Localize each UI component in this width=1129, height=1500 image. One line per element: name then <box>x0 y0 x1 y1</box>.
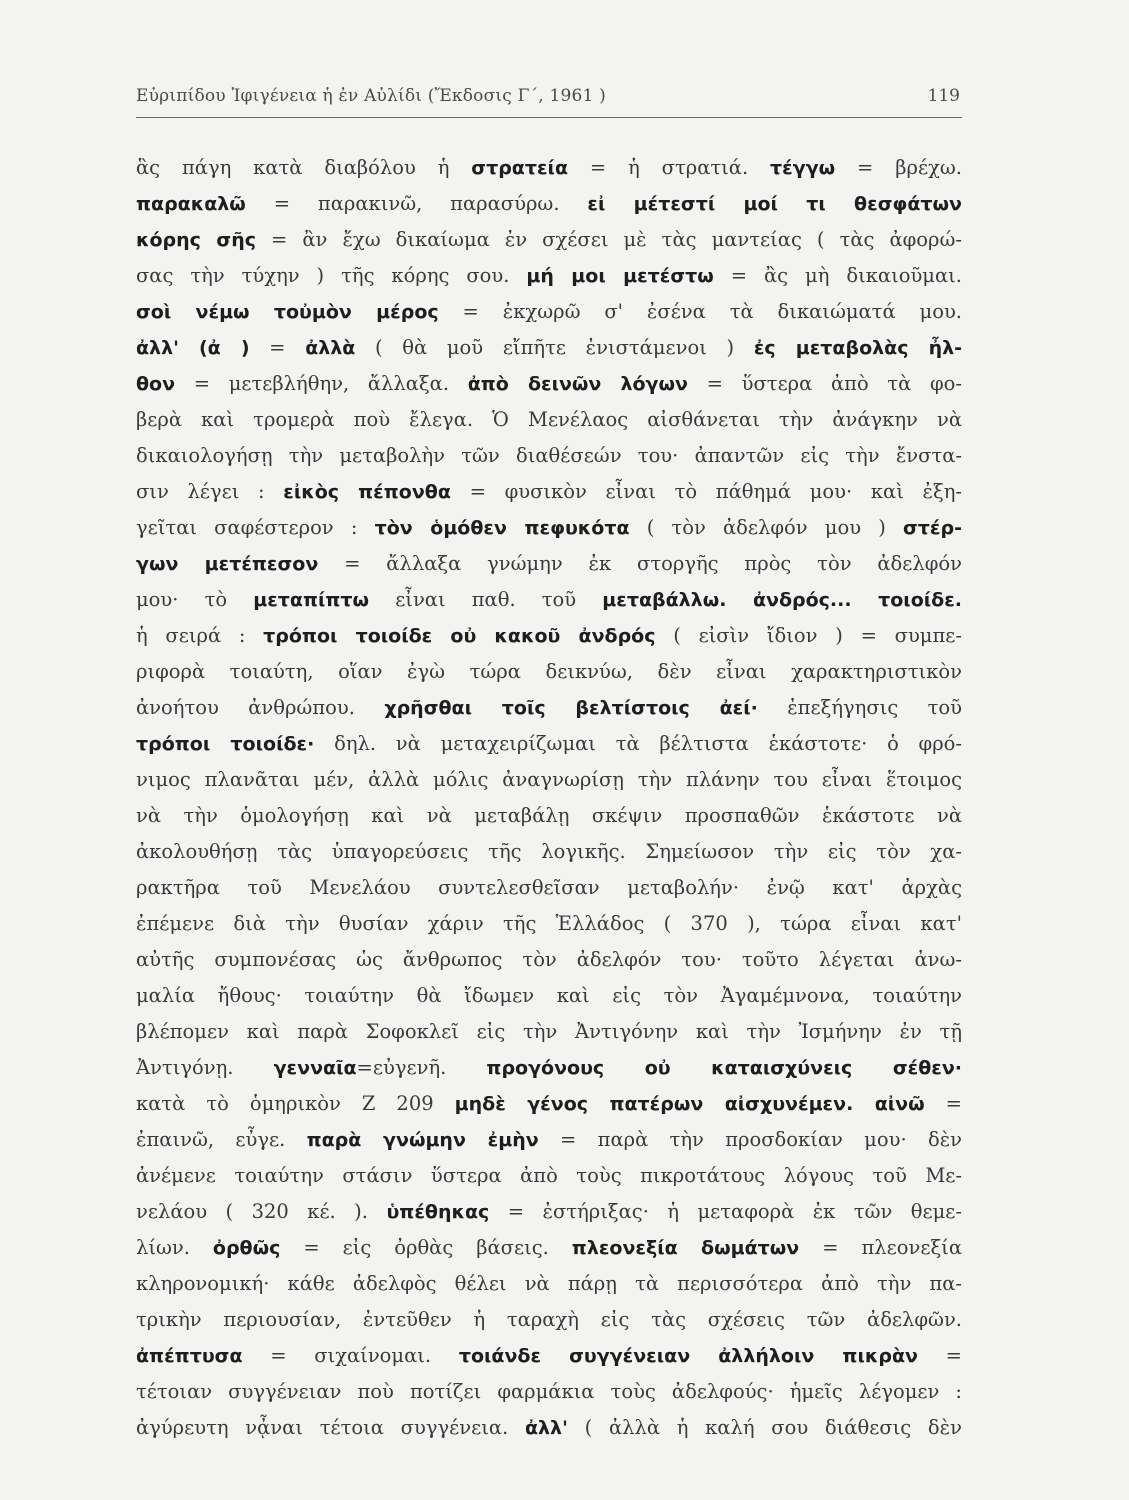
text-line <box>136 726 962 762</box>
lemma: γων μετέπεσον <box>136 553 319 575</box>
commentary: Ἀντιγόνῃ. <box>136 1056 274 1079</box>
commentary: νελάου ( 320 κέ. ). <box>136 1200 387 1223</box>
lemma: μή μοι μετέστω <box>526 265 714 287</box>
commentary: δικαιολογήσῃ τὴν μεταβολὴν τῶν διαθέσεών του· ἀπαντῶν εἰς τὴν ἔνστα- <box>136 444 962 467</box>
text-line <box>136 1122 962 1158</box>
lemma: εἰκὸς πέπονθα <box>283 481 451 503</box>
text-line <box>136 474 962 510</box>
commentary: = παρακινῶ, παρασύρω. <box>245 192 588 215</box>
lemma: εἰ μέτεστί μοί τι θεσφάτων <box>587 193 962 215</box>
commentary: = <box>249 336 306 359</box>
text-line <box>136 1050 962 1086</box>
lemma: πλεονεξία δωμάτων <box>571 1237 800 1259</box>
text-line <box>136 942 962 978</box>
commentary: = εἰς ὀρθὰς βάσεις. <box>280 1236 572 1259</box>
commentary: ἃς πάγη κατὰ διαβόλου ἡ <box>136 156 472 179</box>
page-number: 119 <box>927 86 960 106</box>
commentary: ἀκολουθήσῃ τὰς ὑπαγορεύσεις τῆς λογικῆς. Σημείωσον τὴν εἰς τὸν χα- <box>136 840 962 863</box>
lemma: ἐς μεταβολὰς ἦλ- <box>753 337 962 359</box>
lemma: ἀπέπτυσα <box>136 1345 243 1367</box>
commentary: κατὰ τὸ ὁμηρικὸν Ζ 209 <box>136 1092 455 1115</box>
commentary: ( θὰ μοῦ εἴπῆτε ἐνιστάμενοι ) <box>355 336 754 359</box>
commentary: σας τὴν τύχην ) τῆς κόρης σου. <box>136 264 527 287</box>
commentary: λίων. <box>136 1236 213 1259</box>
text-line <box>136 834 962 870</box>
lemma: θον <box>136 373 176 395</box>
text-line <box>136 906 962 942</box>
text-line <box>136 258 962 294</box>
text-line <box>136 222 962 258</box>
header-rule <box>136 117 962 118</box>
commentary: ἀγύρευτη νᾆναι τέτοια συγγένεια. <box>136 1416 525 1439</box>
commentary: = <box>924 1092 962 1115</box>
text-line <box>136 762 962 798</box>
lemma: στρατεία <box>471 157 569 179</box>
commentary: ρακτῆρα τοῦ Μενελάου συντελεσθεῖσαν μεταβολήν· ἐνῷ κατ' ἀρχὰς <box>136 876 962 899</box>
text-line <box>136 1086 962 1122</box>
commentary: ἐπεξήγησις τοῦ <box>757 696 962 719</box>
text-line <box>136 366 962 402</box>
commentary: ἐπαινῶ, εὖγε. <box>136 1128 307 1151</box>
commentary: = ἡ στρατιά. <box>568 156 771 179</box>
lemma: μηδὲ γένος πατέρων αἰσχυνέμεν. αἰνῶ <box>454 1093 925 1115</box>
commentary: μου· τὸ <box>136 588 254 611</box>
commentary: ( εἰσὶν ἴδιον ) = συμπε- <box>655 624 962 647</box>
commentary: ( ἀλλὰ ἡ καλή σου διάθεσις δὲν <box>567 1416 962 1439</box>
lemma: τοιάνδε συγγένειαν ἀλλήλοιν πικρὰν <box>458 1345 918 1367</box>
lemma: μεταπίπτω <box>253 589 370 611</box>
commentary: = ἂν ἔχω δικαίωμα ἐν σχέσει μὲ τὰς μαντείας ( τὰς ἀφορώ- <box>255 228 962 251</box>
lemma: χρῆσθαι τοῖς βελτίστοις ἀεί· <box>384 697 758 719</box>
commentary: μαλία ἤθους· τοιαύτην θὰ ἴδωμεν καὶ εἰς τὸν Ἀγαμέμνονα, τοιαύτην <box>136 984 962 1007</box>
lemma: ὑπέθηκας <box>386 1201 490 1223</box>
text-line <box>136 870 962 906</box>
lemma: παρὰ γνώμην ἐμὴν <box>306 1129 539 1151</box>
text-line <box>136 1374 962 1410</box>
page-header <box>136 86 962 114</box>
commentary: = βρέχω. <box>835 156 962 179</box>
text-line <box>136 150 962 186</box>
text-line <box>136 1230 962 1266</box>
commentary: βλέπομεν καὶ παρὰ Σοφοκλεῖ εἰς τὴν Ἀντιγόνην καὶ τὴν Ἰσμήνην ἐν τῇ <box>136 1020 962 1043</box>
lemma: μεταβάλλω. ἀνδρός... τοιοίδε. <box>602 589 962 611</box>
text-line <box>136 546 962 582</box>
text-line <box>136 294 962 330</box>
commentary: = ἐκχωρῶ σ' ἐσένα τὰ δικαιώματά μου. <box>438 300 962 323</box>
text-line <box>136 618 962 654</box>
text-line <box>136 510 962 546</box>
commentary: = ὕστερα ἀπὸ τὰ φο- <box>687 372 962 395</box>
commentary: κληρονομική· κάθε ἀδελφὸς θέλει νὰ πάρῃ τὰ περισσότερα ἀπὸ τὴν πα- <box>136 1272 962 1295</box>
commentary: νιμος πλανᾶται μέν, ἀλλὰ μόλις ἀναγνωρίσῃ τὴν πλάνην του εἶναι ἕτοιμος <box>136 768 962 791</box>
lemma: ἀλλ' (ἀ ) <box>136 337 250 359</box>
running-head: Εὐριπίδου Ἰφιγένεια ἡ ἐν Αὐλίδι (Ἔκδοσις Γ΄, 1961 ) <box>136 86 607 106</box>
commentary: ἀνέμενε τοιαύτην στάσιν ὕστερα ἀπὸ τοὺς πικροτάτους λόγους τοῦ Με- <box>136 1164 962 1187</box>
text-line <box>136 1014 962 1050</box>
lemma: παρακαλῶ <box>136 193 246 215</box>
text-line <box>136 1194 962 1230</box>
commentary: ἐπέμενε διὰ τὴν θυσίαν χάριν τῆς Ἑλλάδος ( 370 ), τώρα εἶναι κατ' <box>136 912 962 935</box>
commentary: ἡ σειρά : <box>136 624 264 647</box>
commentary: τρικὴν περιουσίαν, ἐντεῦθεν ἡ ταραχὴ εἰς τὰς σχέσεις τῶν ἀδελφῶν. <box>136 1308 962 1331</box>
commentary: = μετεβλήθην, ἄλλαξα. <box>175 372 468 395</box>
lemma: στέρ- <box>902 517 962 539</box>
commentary: βερὰ καὶ τρομερὰ ποὺ ἔλεγα. Ὁ Μενέλαος αἰσθάνεται τὴν ἀνάγκην νὰ <box>136 408 962 431</box>
commentary: = σιχαίνομαι. <box>242 1344 459 1367</box>
text-line <box>136 1302 962 1338</box>
commentary: εἶναι παθ. τοῦ <box>369 588 603 611</box>
commentary: αὐτῆς συμπονέσας ὡς ἄνθρωπος τὸν ἀδελφόν του· τοῦτο λέγεται ἀνω- <box>136 948 962 971</box>
text-line <box>136 1266 962 1302</box>
lemma: ἀπὸ δεινῶν λόγων <box>467 373 688 395</box>
commentary: τέτοιαν συγγένειαν ποὺ ποτίζει φαρμάκια τοὺς ἀδελφούς· ἡμεῖς λέγομεν : <box>136 1380 962 1403</box>
text-line <box>136 1410 962 1446</box>
text-line <box>136 798 962 834</box>
text-line <box>136 1158 962 1194</box>
commentary: = ἄλλαξα γνώμην ἐκ στοργῆς πρὸς τὸν ἀδελφόν <box>318 552 962 575</box>
commentary: = παρὰ τὴν προσδοκίαν μου· δὲν <box>538 1128 962 1151</box>
commentary: = ἐστήριξας· ἡ μεταφορὰ ἐκ τῶν θεμε- <box>489 1200 962 1223</box>
lemma: ἀλλ' <box>524 1417 568 1439</box>
text-line <box>136 330 962 366</box>
commentary: = ἂς μὴ δικαιοῦμαι. <box>713 264 962 287</box>
lemma: τρόποι τοιοίδε οὐ κακοῦ ἀνδρός <box>263 625 656 647</box>
commentary: = <box>917 1344 962 1367</box>
text-line <box>136 690 962 726</box>
text-line <box>136 582 962 618</box>
lemma: ἀλλὰ <box>305 337 356 359</box>
text-line <box>136 402 962 438</box>
lemma: ὀρθῶς <box>212 1237 281 1259</box>
commentary-text <box>136 150 962 1446</box>
text-line <box>136 438 962 474</box>
commentary: γεῖται σαφέστερον : <box>136 516 375 539</box>
commentary: = πλεονεξία <box>799 1236 962 1259</box>
text-line <box>136 978 962 1014</box>
commentary: ( τὸν ἀδελφόν μου ) <box>629 516 903 539</box>
lemma: σοὶ νέμω τοὐμὸν μέρος <box>136 301 439 323</box>
commentary: δηλ. νὰ μεταχειρίζωμαι τὰ βέλτιστα ἑκάστοτε· ὁ φρό- <box>314 732 962 755</box>
lemma: κόρης σῆς <box>136 229 256 251</box>
lemma: τέγγω <box>770 157 836 179</box>
commentary: ριφορὰ τοιαύτη, οἵαν ἐγὼ τώρα δεικνύω, δὲν εἶναι χαρακτηριστικὸν <box>136 660 962 683</box>
commentary: ἀνοήτου ἀνθρώπου. <box>136 696 385 719</box>
text-line <box>136 654 962 690</box>
lemma: προγόνους οὐ καταισχύνεις σέθεν· <box>486 1057 962 1079</box>
lemma: τρόποι τοιοίδε· <box>136 733 315 755</box>
text-line <box>136 186 962 222</box>
lemma: τὸν ὁμόθεν πεφυκότα <box>374 517 630 539</box>
text-line <box>136 1338 962 1374</box>
commentary: =εὐγενῆ. <box>356 1056 487 1079</box>
commentary: νὰ τὴν ὁμολογήσῃ καὶ νὰ μεταβάλῃ σκέψιν προσπαθῶν ἑκάστοτε νὰ <box>136 804 962 827</box>
commentary: σιν λέγει : <box>136 480 284 503</box>
commentary: = φυσικὸν εἶναι τὸ πάθημά μου· καὶ ἐξη- <box>450 480 962 503</box>
lemma: γενναῖα <box>273 1057 357 1079</box>
